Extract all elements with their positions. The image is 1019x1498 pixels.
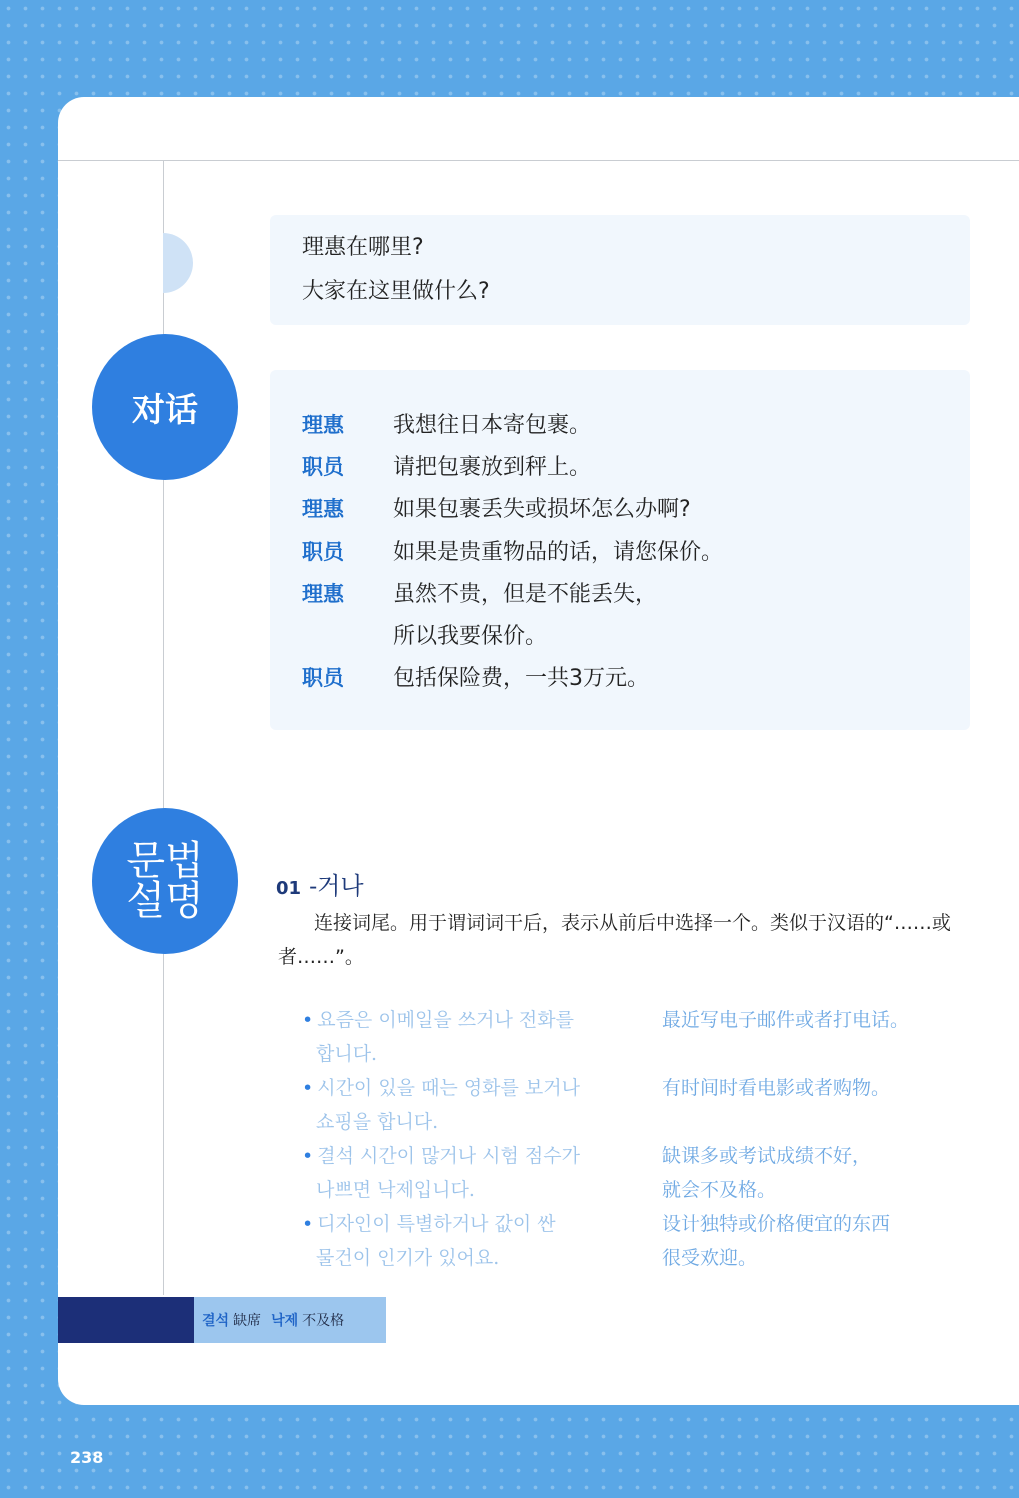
vocab-bar — [194, 1297, 386, 1343]
example-ko-line: 시간이 있을 때는 영화를 보거나 — [317, 1077, 580, 1099]
speaker-label: 职员 — [302, 455, 344, 479]
dialogue-line: 所以我要保价。 — [393, 624, 548, 649]
example-korean — [302, 1207, 632, 1275]
vocab-chinese: 不及格 — [302, 1313, 345, 1329]
example-ko-line: 요즘은 이메일을 쓰거나 전화를 — [317, 1009, 574, 1031]
speaker-label: 理惠 — [302, 582, 344, 606]
bullet-icon: • — [302, 1213, 314, 1235]
grammar-pattern: -거나 — [309, 872, 364, 900]
margin-rule — [163, 160, 164, 1295]
example-ko-line: 디자인이 특별하거나 값이 싼 — [317, 1213, 556, 1235]
section-badge-grammar: 문법 설명 — [92, 808, 238, 954]
example-ko-line: 합니다. — [316, 1043, 378, 1065]
vocab-chinese: 缺席 — [233, 1313, 262, 1329]
example-zh-line: 很受欢迎。 — [662, 1247, 758, 1269]
example-zh-line: 最近写电子邮件或者打电话。 — [662, 1009, 910, 1031]
speaker-label: 理惠 — [302, 497, 344, 521]
example-ko-line: 쇼핑을 합니다. — [316, 1111, 439, 1133]
grammar-title — [276, 866, 364, 901]
dialogue-line: 请把包裹放到秤上。 — [393, 455, 592, 480]
dialogue-line: 包括保险费，一共3万元。 — [393, 666, 649, 691]
intro-question: 理惠在哪里? — [302, 235, 424, 260]
speaker-label: 职员 — [302, 540, 344, 564]
example-ko-line: 결석 시간이 많거나 시험 점수가 — [317, 1145, 580, 1167]
dialogue-line: 我想往日本寄包裹。 — [393, 413, 592, 438]
speaker-label: 理惠 — [302, 413, 344, 437]
grammar-explanation: 连接词尾。用于谓词词干后，表示从前后中选择一个。类似于汉语的“……或者……”。 — [278, 912, 951, 968]
speaker-label: 职员 — [302, 666, 344, 690]
vocab-korean: 결석 — [202, 1313, 230, 1329]
vocab-bar-accent — [58, 1297, 194, 1343]
header-divider — [58, 160, 1019, 161]
section-badge-dialog: 对话 — [92, 334, 238, 480]
example-chinese — [662, 1003, 962, 1037]
example-chinese — [662, 1207, 962, 1275]
bullet-icon: • — [302, 1009, 314, 1031]
page-number: 238 — [70, 1448, 104, 1467]
example-korean — [302, 1139, 632, 1207]
vocab-korean: 낙제 — [271, 1313, 299, 1329]
example-zh-line: 就会不及格。 — [662, 1179, 777, 1201]
bullet-icon: • — [302, 1077, 314, 1099]
grammar-number: 01 — [276, 878, 302, 899]
example-ko-line: 물건이 인기가 있어요. — [316, 1247, 500, 1269]
example-chinese — [662, 1071, 962, 1105]
example-chinese — [662, 1139, 962, 1207]
dialogue-line: 如果是贵重物品的话，请您保价。 — [393, 540, 724, 565]
example-zh-line: 设计独特或价格便宜的东西 — [662, 1213, 891, 1235]
example-zh-line: 有时间时看电影或者购物。 — [662, 1077, 891, 1099]
dialogue-line: 虽然不贵，但是不能丢失， — [393, 582, 658, 607]
example-ko-line: 나쁘면 낙제입니다. — [316, 1179, 475, 1201]
intro-question: 大家在这里做什么? — [302, 279, 490, 304]
example-korean — [302, 1003, 632, 1071]
bullet-icon: • — [302, 1145, 314, 1167]
dialogue-line: 如果包裹丢失或损坏怎么办啊? — [393, 497, 691, 522]
example-korean — [302, 1071, 632, 1139]
example-zh-line: 缺课多或考试成绩不好， — [662, 1145, 872, 1167]
